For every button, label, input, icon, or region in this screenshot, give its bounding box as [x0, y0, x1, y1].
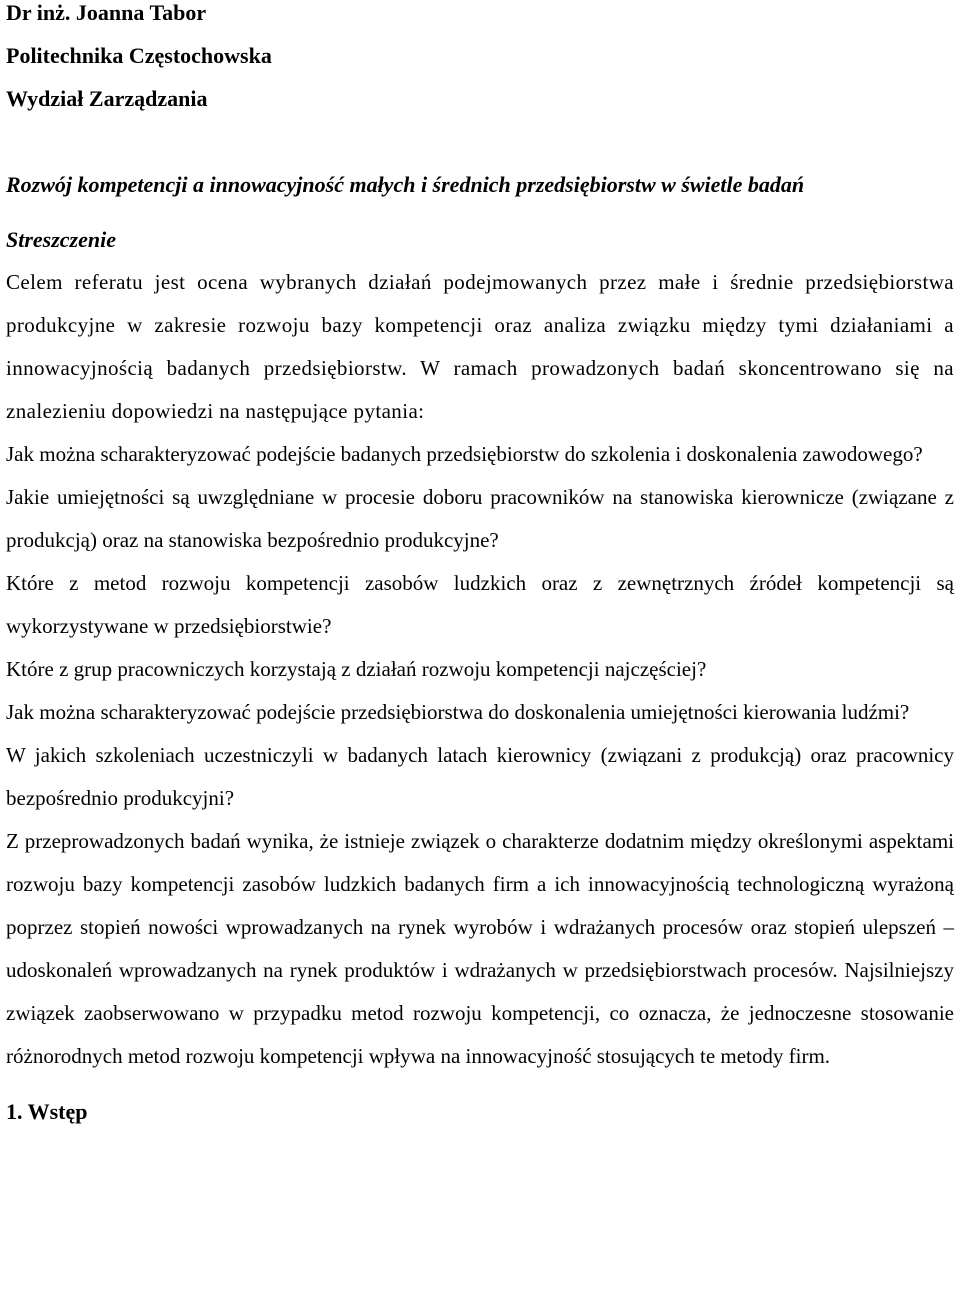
abstract-body — [6, 261, 954, 1078]
abstract-heading: Streszczenie — [6, 227, 116, 252]
document-page — [6, 0, 954, 1133]
author-name: Dr inż. Joanna Tabor — [6, 0, 207, 25]
research-question: Które z grup pracowniczych korzystają z działań rozwoju kompetencji najczęściej? — [6, 657, 707, 681]
findings-paragraph: Z przeprowadzonych badań wynika, że istnieje związek o charakterze dodatnim między określonymi aspektami rozwoju bazy kompetencji zasobów ludzkich badanych firm a ich innowacyjnością technologiczną wyrażoną poprzez stopień nowości wprowadzanych na rynek wyrobów i wdrażanych procesów oraz stopień ulepszeń – udoskonaleń wprowadzanych na rynek produktów i wdrażanych w przedsiębiorstwach procesów. Najsilniejszy związek zaobserwowano w przypadku metod rozwoju kompetencji, co oznacza, że jednoczesne stosowanie różnorodnych metod rozwoju kompetencji wpływa na innowacyjność stosujących te metody firm. — [6, 829, 954, 1068]
research-question: Jakie umiejętności są uwzględniane w procesie doboru pracowników na stanowiska kierownicze (związane z produkcją) oraz na stanowiska bezpośrednio produkcyjne? — [6, 485, 954, 552]
faculty-name: Wydział Zarządzania — [6, 86, 208, 111]
abstract-paragraph: Celem referatu jest ocena wybranych działań podejmowanych przez małe i średnie przedsiębiorstwa produkcyjne w zakresie rozwoju bazy kompetencji oraz analiza związku między tymi działaniami a innowacyjnością badanych przedsiębiorstw. W ramach prowadzonych badań skoncentrowano się na znalezieniu dopowiedzi na następujące pytania: — [6, 270, 954, 423]
research-question: Jak można scharakteryzować podejście przedsiębiorstwa do doskonalenia umiejętności kierowania ludźmi? — [6, 700, 910, 724]
author-block — [6, 0, 954, 120]
research-question: W jakich szkoleniach uczestniczyli w badanych latach kierownicy (związani z produkcją) oraz pracownicy bezpośrednio produkcyjni? — [6, 743, 954, 810]
section-heading: 1. Wstęp — [6, 1099, 88, 1124]
research-question: Jak można scharakteryzować podejście badanych przedsiębiorstw do szkolenia i doskonalenia zawodowego? — [6, 442, 923, 466]
university-name: Politechnika Częstochowska — [6, 43, 272, 68]
paper-title: Rozwój kompetencji a innowacyjność małych i średnich przedsiębiorstw w świetle badań — [6, 172, 805, 197]
research-question: Które z metod rozwoju kompetencji zasobów ludzkich oraz z zewnętrznych źródeł kompetencji są wykorzystywane w przedsiębiorstwie? — [6, 571, 954, 638]
